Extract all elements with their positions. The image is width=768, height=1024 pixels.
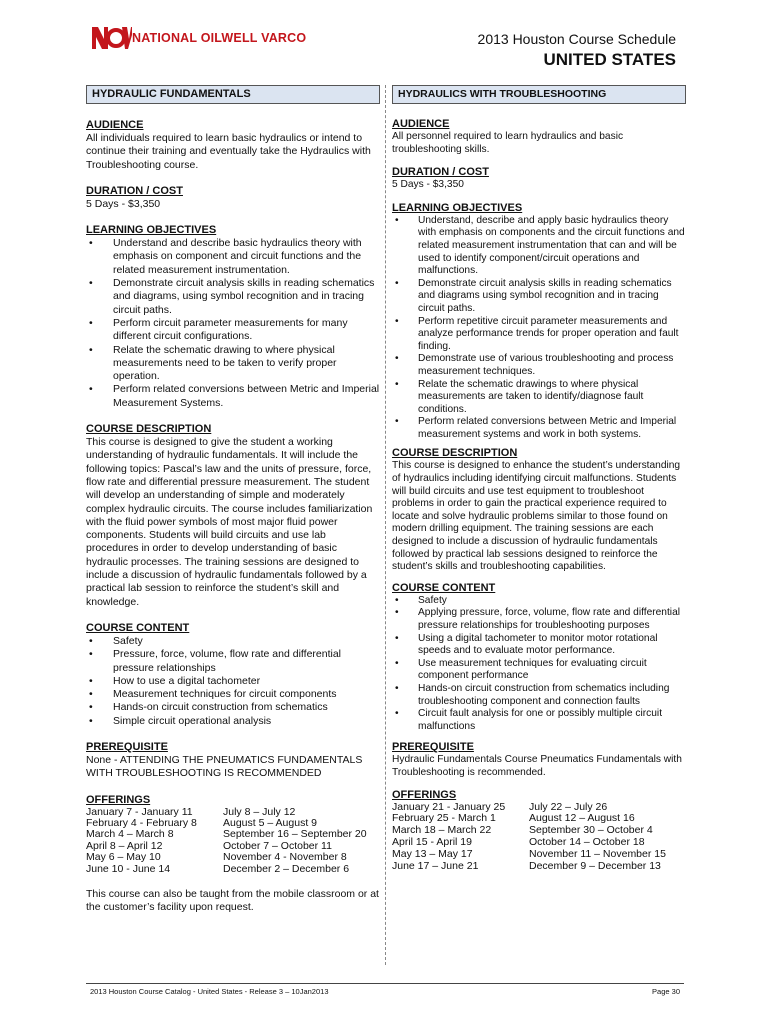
section-heading: AUDIENCE (86, 119, 144, 131)
audience-text: All individuals required to learn basic hydraulics or intend to continue their training and eventually take the Hydraulics with Troubleshooting course. (86, 132, 371, 171)
audience-section (392, 118, 686, 156)
prerequisite-section (392, 741, 686, 779)
mobile-note-text: This course can also be taught from the mobile classroom or at the customer’s facility upon request. (86, 888, 379, 914)
bullet-icon: • (89, 277, 93, 290)
section-heading: COURSE CONTENT (86, 621, 190, 634)
bullet-icon: • (89, 648, 93, 661)
list-item: • Perform repetitive circuit parameter measurements and analyze performance trends for proper operation and fault finding. (395, 315, 679, 352)
section-heading: PREREQUISITE (86, 740, 168, 753)
prerequisite-text: Hydraulic Fundamentals Course Pneumatics Fundamentals with Troubleshooting is recommended. (392, 754, 682, 778)
bullet-icon: • (395, 708, 399, 720)
company-logo (92, 25, 352, 51)
content-section (392, 582, 686, 734)
section-heading: COURSE DESCRIPTION (392, 447, 518, 460)
list-item: • Using a digital tachometer to monitor motor rotational speeds and to evaluate motor performance. (395, 632, 658, 657)
list-item: • Perform circuit parameter measurements for many different circuit configurations. (89, 316, 348, 343)
section-heading: COURSE DESCRIPTION (86, 423, 212, 436)
list-item: • Understand and describe basic hydraulics theory with emphasis on component and circuit functions and the related measurement instrumentation. (89, 237, 362, 276)
content-list (392, 595, 686, 734)
list-item: • Relate the schematic drawing to where physical measurements need to be taken to verify proper operation. (89, 343, 337, 383)
page-title: UNITED STATES (543, 50, 676, 69)
duration-section (86, 185, 380, 211)
bullet-icon: • (395, 315, 399, 327)
list-item: • Demonstrate circuit analysis skills in reading schematics and diagrams, using symbol recognition and in tracing circuit paths. (89, 277, 375, 316)
content-list (86, 635, 380, 728)
list-item: • Understand, describe and apply basic hydraulics theory with emphasis on components and the circuit functions and related measurement instrumentation that can and will be used to identify component/circuit operations and malfunctions. (395, 214, 685, 277)
offerings-section (86, 794, 380, 875)
offerings-section (392, 789, 686, 873)
objectives-list (392, 215, 686, 442)
offering-row: May 13 – May 17 November 11 – November 15 (392, 847, 666, 860)
prerequisite-text: None - ATTENDING THE PNEUMATICS FUNDAMENTALS WITH TROUBLESHOOTING IS RECOMMENDED (86, 753, 363, 780)
list-item: • Hands-on circuit construction from schematics (89, 701, 328, 714)
list-item: • Perform related conversions between Metric and Imperial Measurement Systems. (89, 383, 380, 409)
section-heading: PREREQUISITE (392, 741, 474, 754)
section-heading: OFFERINGS (392, 788, 457, 801)
bullet-icon: • (89, 688, 93, 701)
offering-row: March 18 – March 22 September 30 – October 4 (392, 824, 653, 837)
offering-row: June 10 - June 14 December 2 – December 6 (86, 862, 350, 875)
bullet-icon: • (89, 714, 93, 727)
offering-row: May 6 – May 10 November 4 - November 8 (86, 851, 347, 864)
description-text: This course is designed to enhance the student’s understanding of hydraulics including identifying circuit malfunctions. Students will build circuits and use test equipment to troubleshoot problems in order to gain the practical experience required to locate and solve hydraulic problems similar to those found on modern drilling equipment. The training sessions are each designed to include a discussion of hydraulic fundamentals followed by practical lab sessions designed to reinforce the student’s skills and troubleshooting capabilities. (392, 460, 681, 573)
section-heading: COURSE CONTENT (392, 581, 496, 594)
list-item: • Demonstrate circuit analysis skills in reading schematics and diagrams using symbol recognition and in tracing circuit paths. (395, 277, 672, 314)
bullet-icon: • (395, 632, 399, 644)
list-item: • Simple circuit operational analysis (89, 714, 272, 727)
bullet-icon: • (395, 594, 399, 606)
offering-row: March 4 – March 8 September 16 – September 20 (86, 828, 367, 841)
offering-row: February 25 - March 1 August 12 – August 16 (392, 812, 635, 825)
prerequisite-section (86, 741, 380, 781)
section-heading: LEARNING OBJECTIVES (392, 201, 523, 214)
page-number: Page 30 (652, 987, 680, 996)
duration-text: 5 Days - $3,350 (86, 197, 161, 210)
footer-catalog-text: 2013 Houston Course Catalog - United States - Release 3 – 10Jan2013 (90, 987, 329, 996)
bullet-icon: • (395, 277, 399, 289)
duration-text: 5 Days - $3,350 (392, 179, 464, 191)
list-item: • Safety (395, 594, 447, 606)
section-heading: OFFERINGS (86, 793, 151, 806)
bullet-icon: • (89, 701, 93, 714)
bullet-icon: • (395, 214, 399, 226)
mobile-note-section (86, 888, 380, 915)
description-text: This course is designed to give the student a working understanding of hydraulic fundamentals. It will include the following topics: Pascal’s law and the units of pressure, force, flow rate and differential pressure measurement. The student will develop an understanding of simple and moderately complex hydraulic circuits. The course includes familiarization with the fluid power symbols of most major fluid power components. Students will build circuits and use lab procedures in order to develop understanding of basic hydraulic processes. The training sessions are designed to include a discussion of hydraulic fundamentals followed by a practical lab session to reinforce the student’s skill and knowledge. (86, 436, 373, 608)
offering-row: April 15 - April 19 October 14 – October 18 (392, 835, 645, 848)
list-item: • Demonstrate use of various troubleshooting and process measurement techniques. (395, 353, 674, 377)
description-section (392, 447, 686, 573)
bullet-icon: • (89, 316, 93, 329)
content-section (86, 622, 380, 728)
course-hydraulics-troubleshooting (392, 85, 686, 872)
course-hydraulic-fundamentals (86, 85, 380, 915)
duration-section (392, 166, 686, 192)
bullet-icon: • (89, 674, 93, 687)
objectives-section (392, 202, 686, 442)
list-item: • Hands-on circuit construction from schematics including troubleshooting component and connection faults (395, 682, 670, 707)
offering-row: January 7 - January 11 July 8 – July 12 (86, 805, 296, 818)
footer-rule (86, 983, 684, 984)
section-heading: LEARNING OBJECTIVES (86, 224, 217, 237)
list-item: • Relate the schematic drawings to where physical measurements are taken to identify/diagnose fault conditions. (395, 378, 644, 415)
list-item: • How to use a digital tachometer (89, 674, 261, 687)
audience-section (86, 119, 380, 172)
bullet-icon: • (395, 416, 399, 428)
offering-row: January 21 - January 25 July 22 – July 26 (392, 800, 608, 813)
list-item: • Safety (89, 634, 143, 647)
bullet-icon: • (395, 682, 399, 694)
column-divider (385, 85, 386, 965)
bullet-icon: • (89, 634, 93, 647)
nov-logo-icon (92, 25, 132, 51)
objectives-list (86, 237, 380, 410)
schedule-subtitle: 2013 Houston Course Schedule (477, 31, 676, 47)
bullet-icon: • (395, 607, 399, 619)
list-item: • Perform related conversions between Metric and Imperial measurement systems and work in both systems. (395, 416, 677, 440)
objectives-section (86, 224, 380, 410)
bullet-icon: • (89, 383, 93, 396)
list-item: • Circuit fault analysis for one or possibly multiple circuit malfunctions (395, 708, 663, 732)
bullet-icon: • (395, 657, 399, 669)
list-item: • Applying pressure, force, volume, flow rate and differential pressure relationships for troubleshooting purposes (395, 607, 680, 631)
bullet-icon: • (395, 378, 399, 390)
list-item: • Use measurement techniques for evaluating circuit component performance (395, 657, 647, 682)
brand-name: NATIONAL OILWELL VARCO (132, 31, 307, 45)
offering-row: February 4 - February 8 August 5 – August 9 (86, 816, 317, 829)
course-title: HYDRAULICS WITH TROUBLESHOOTING (392, 85, 686, 104)
section-heading: DURATION / COST (392, 166, 489, 179)
offering-row: June 17 – June 21 December 9 – December 13 (392, 859, 661, 872)
list-item: • Pressure, force, volume, flow rate and differential pressure relationships (89, 648, 342, 674)
bullet-icon: • (89, 343, 93, 356)
bullet-icon: • (395, 353, 399, 365)
audience-text: All personnel required to learn hydraulics and basic troubleshooting skills. (392, 131, 624, 155)
section-heading: DURATION / COST (86, 184, 183, 197)
offering-row: April 8 – April 12 October 7 – October 11 (86, 839, 332, 852)
section-heading: AUDIENCE (392, 118, 450, 130)
list-item: • Measurement techniques for circuit components (89, 688, 337, 701)
description-section (86, 423, 380, 609)
bullet-icon: • (89, 237, 93, 250)
course-title: HYDRAULIC FUNDAMENTALS (86, 85, 380, 104)
